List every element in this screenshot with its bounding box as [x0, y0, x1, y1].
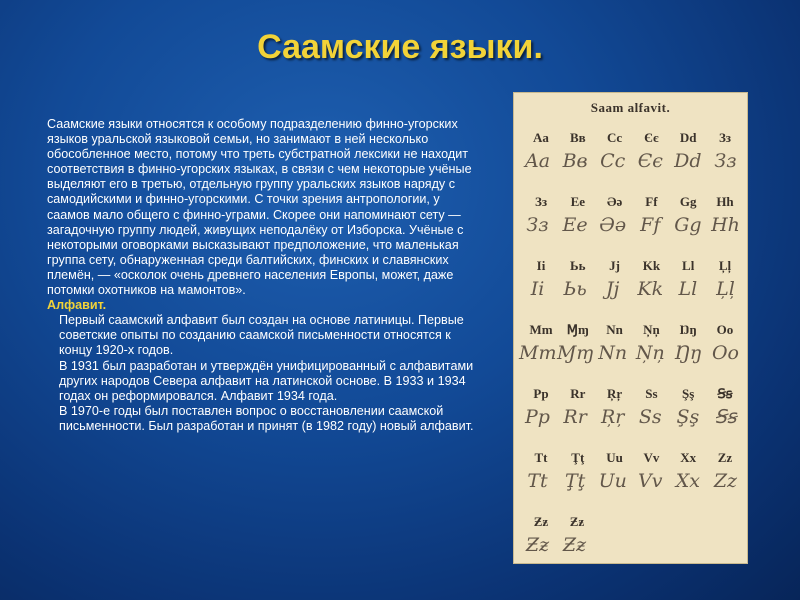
alphabet-letter: Zz: [717, 450, 733, 465]
alphabet-letter: Vv: [643, 450, 660, 465]
alphabet-letter-script: Ƶƶ: [525, 534, 550, 556]
alphabet-letter: Ꞩꞩ: [717, 386, 733, 401]
body-text: [47, 117, 477, 434]
alphabet-letter-script: Ss: [638, 406, 662, 428]
alphabet-letter-script: Зз: [714, 150, 737, 172]
alphabet-letter-script: Uu: [598, 470, 627, 492]
alphabet-letter-script: Ьь: [563, 278, 587, 300]
alphabet-letter: Ff: [645, 194, 658, 209]
alphabet-letter: Вв: [569, 130, 586, 145]
alphabet-letter-script: Aa: [524, 150, 551, 172]
alphabet-letter-script: Oo: [711, 342, 739, 364]
alphabet-letter-script: Zz: [713, 470, 738, 492]
alphabet-letter-script: Ff: [640, 214, 661, 236]
alphabet-letter: Ii: [536, 258, 546, 273]
alphabet-letter-script: Xx: [675, 470, 700, 492]
alphabet-letter: Ņņ: [643, 322, 660, 337]
alphabet-image-title: Saam alfavit.: [590, 100, 671, 115]
alphabet-heading: Алфавит.: [47, 298, 107, 313]
alphabet-paragraph-3: В 1970-е годы был поставлен вопрос о восстановлении саамской письменности. Был разработан и принят (в 1982 году) новый алфавит.: [59, 403, 474, 433]
alphabet-letter: Ss: [645, 386, 658, 401]
alphabet-row-script: [519, 150, 744, 172]
alphabet-letter-script: Jj: [605, 278, 620, 300]
alphabet-letter: Зз: [718, 130, 732, 145]
alphabet-letter-script: Ņņ: [635, 342, 665, 364]
alphabet-letter: Rr: [570, 386, 586, 401]
alphabet-letter: Ll: [682, 258, 695, 273]
alphabet-letter-script: Pp: [525, 406, 550, 428]
alphabet-letter: Oo: [716, 322, 734, 337]
alphabet-letter: Ьь: [570, 258, 586, 273]
alphabet-letter-script: Ŗŗ: [600, 406, 625, 428]
alphabet-letter: Ŗŗ: [607, 386, 623, 401]
alphabet-letter: Ee: [570, 194, 586, 209]
alphabet-letter-script: Kk: [637, 278, 664, 300]
alphabet-letter-script: Ll: [678, 278, 698, 300]
alphabet-row-print: [523, 514, 743, 530]
alphabet-letter: Nn: [606, 322, 623, 337]
alphabet-letter: Əə: [606, 194, 623, 209]
alphabet-letter: Ƶƶ: [569, 514, 585, 529]
alphabet-letter: Ļļ: [718, 258, 732, 273]
alphabet-row-print: [523, 130, 743, 146]
alphabet-letter-script: Hh: [711, 214, 740, 236]
alphabet-row-script: [519, 214, 744, 236]
alphabet-letter-script: Ɱɱ: [556, 342, 595, 364]
alphabet-letter: Ɱɱ: [566, 322, 589, 337]
alphabet-letter: Tt: [534, 450, 548, 465]
alphabet-letter: Kk: [642, 258, 661, 273]
alphabet-letter: Uu: [606, 450, 623, 465]
alphabet-letter: Hh: [716, 194, 734, 209]
alphabet-row-script: [519, 470, 744, 492]
intro-paragraph: Саамские языки относятся к особому подразделению финно-угорских языков уральской языковой семьи, но занимают в ней несколько обособленное место, потому что треть субстратной лексики не находит соответствия в финно-угорских языках, в связи с чем некоторые учёные выделяют его в третью, отдельную группу уральских языков наряду с самодийскими и финно-угорскими. С точки зрения антропологии, у саамов мало общего с финно-уграми. Скорее они напоминают сету — загадочную группу людей, живущих неподалёку от Изборска. Учёные с некоторыми оговорками высказывают предположение, что маленькая группа сету, обнаруженная среди балтийских, финских и славянских племён, — «осколок очень древнего населения Европы, может, даже потомки охотников на мамонтов».: [47, 117, 472, 298]
alphabet-letter-script: Ļļ: [716, 278, 735, 300]
slide-title: Саамские языки.: [257, 28, 543, 66]
alphabet-paragraph-1: Первый саамский алфавит был создан на основе латиницы. Первые советские опыты по созданию саамской письменности относятся к концу 1920-х годов.: [59, 313, 464, 358]
alphabet-paragraph-2: В 1931 был разработан и утверждён унифицированный с алфавитами других народов Севера алфавит на латинской основе. В 1933 и 1934 годах он реформировался. Алфавит 1934 года.: [59, 358, 474, 403]
alphabet-row-print: [523, 322, 743, 338]
alphabet-letter-script: Ii: [530, 278, 545, 300]
alphabet-letter-script: Ŋŋ: [673, 342, 702, 364]
alphabet-letter: Зз: [534, 194, 548, 209]
alphabet-letter: Cc: [607, 130, 623, 145]
alphabet-letter: Şş: [682, 386, 695, 401]
alphabet-letter: Gg: [679, 194, 697, 209]
alphabet-letter: Jj: [609, 258, 621, 273]
alphabet-row-print: [523, 386, 743, 402]
alphabet-letter-script: Ee: [562, 214, 588, 236]
alphabet-letter-script: Əə: [599, 214, 627, 236]
alphabet-letter: Dd: [679, 130, 697, 145]
alphabet-letter: Xx: [680, 450, 697, 465]
alphabet-letter: Ŋŋ: [679, 322, 697, 337]
alphabet-row-script: [519, 534, 744, 556]
alphabet-letter-script: Dd: [674, 150, 702, 172]
alphabet-letter: Ƶƶ: [533, 514, 549, 529]
alphabet-letter-script: Зз: [526, 214, 549, 236]
alphabet-letter-script: Mm: [519, 342, 557, 364]
alphabet-letter-script: Ţţ: [564, 470, 586, 492]
alphabet-letter-script: Nn: [598, 342, 628, 364]
alphabet-letter-script: Ƶƶ: [562, 534, 587, 556]
alphabet-letter-script: Ꞩꞩ: [714, 406, 737, 428]
alphabet-letter-script: Gg: [674, 214, 702, 236]
alphabet-letter-script: Tt: [527, 470, 548, 492]
alphabet-row-print: [523, 194, 743, 210]
alphabet-row-script: [519, 406, 744, 428]
alphabet-letter: Mm: [529, 322, 553, 337]
alphabet-letter: Ţţ: [571, 450, 585, 465]
alphabet-letter: Єє: [644, 130, 659, 145]
alphabet-row-script: [519, 278, 744, 300]
alphabet-letter-script: Cc: [600, 150, 626, 172]
alphabet-letter-script: Rr: [563, 406, 587, 428]
alphabet-letter-script: Єє: [637, 150, 663, 172]
alphabet-letter: Pp: [533, 386, 549, 401]
alphabet-image: [513, 92, 748, 564]
alphabet-row-print: [523, 450, 743, 466]
alphabet-letter: Aa: [533, 130, 549, 145]
alphabet-row-print: [523, 258, 743, 274]
alphabet-letter-script: Вв: [562, 150, 588, 172]
alphabet-letter-script: Vv: [638, 470, 663, 492]
alphabet-letter-script: Şş: [676, 406, 700, 428]
alphabet-row-script: [519, 342, 744, 364]
